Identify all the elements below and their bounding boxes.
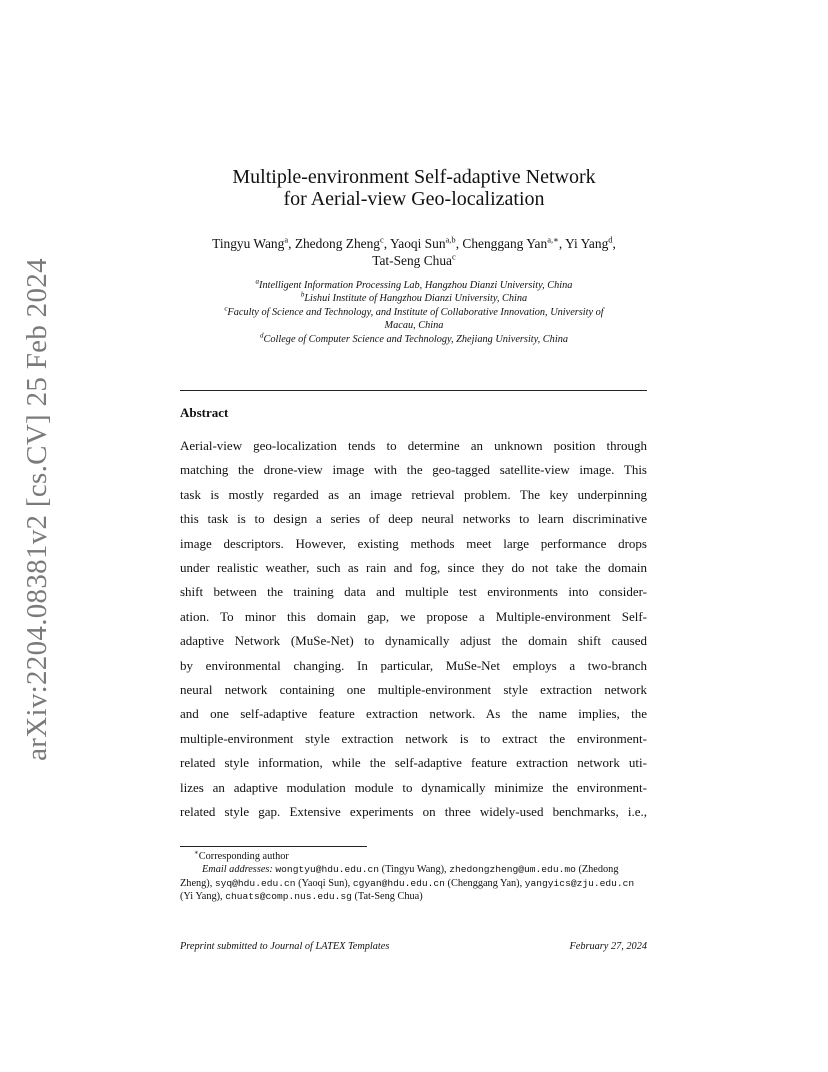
abstract-line: this task is to design a series of deep neural networks to learn discriminative — [180, 511, 647, 527]
author: Yi Yang$^d$, — [565, 234, 616, 251]
abstract-line: adaptive Network (MuSe-Net) to dynamically adjust the domain shift caused — [180, 633, 647, 649]
author: Tingyu Wang$^a$, — [212, 234, 295, 251]
affiliation: $^d$College of Computer Science and Technology, Zhejiang University, China — [260, 331, 568, 345]
affiliation-list — [180, 279, 648, 346]
abstract-line: by environmental changing. In particular, MuSe-Net employs a two-branch — [180, 657, 647, 673]
affiliation: $^c$Faculty of Science and Technology, and Institute of Collaborative Innovation, University of — [224, 304, 604, 318]
footnote-divider — [180, 846, 367, 847]
arxiv-identifier: arXiv:2204.08381v2 [cs.CV] 25 Feb 2024 — [20, 257, 53, 761]
author: Yaoqi Sun$^{a,b}$, — [389, 234, 463, 251]
abstract-line: and one self-adaptive feature extraction network. As the name implies, the — [180, 706, 647, 722]
email-link[interactable]: cgyan@hdu.edu.cn — [352, 877, 445, 889]
affiliation: $^b$Lishui Institute of Hangzhou Dianzi University, China — [300, 290, 528, 305]
abstract-line: neural network containing one multiple-environment style extraction network — [180, 682, 647, 698]
affiliation: $^a$Intelligent Information Processing Lab, Hangzhou Dianzi University, China — [255, 277, 573, 291]
abstract-body — [180, 434, 647, 825]
footnote — [180, 850, 647, 903]
email-list: Email addresses: wongtyu@hdu.edu.cn (Tingyu Wang), zhedongzheng@um.edu.mo (Zhedong Zheng), syq@hdu.edu.cn (Yaoqi Sun), cgyan@hdu.edu.cn (Chenggang Yan), yangyics@zju.edu.cn (Yi Yang), chuats@comp.nus.edu.sg (Tat-Seng Chua) — [180, 864, 635, 902]
title-line-1: Multiple-environment Self-adaptive Network — [232, 166, 596, 188]
author-list — [180, 235, 648, 269]
author: Chenggang Yan$^{a,∗}$, — [462, 234, 566, 251]
author: Tat-Seng Chua$^c$ — [372, 251, 456, 268]
author: Zhedong Zheng$^c$, — [294, 234, 390, 251]
title-line-2: for Aerial-view Geo-localization — [283, 188, 545, 210]
paper-title — [180, 166, 648, 210]
email-link[interactable]: chuats@comp.nus.edu.sg — [225, 890, 352, 902]
abstract-heading: Abstract — [180, 405, 229, 420]
email-link[interactable]: syq@hdu.edu.cn — [214, 877, 296, 889]
abstract-line: lizes an adaptive modulation module to dynamically minimize the environment- — [180, 779, 647, 795]
email-link[interactable]: yangyics@zju.edu.cn — [524, 877, 635, 889]
corresponding-note: ∗Corresponding author — [194, 848, 289, 862]
abstract-line: shift between the training data and multiple test environments into consider- — [180, 584, 647, 600]
preprint-note: Preprint submitted to Journal of LATEX Templates — [180, 941, 390, 952]
abstract-line: related style gap. Extensive experiments on three widely-used benchmarks, i.e., — [180, 804, 647, 820]
abstract-line: matching the drone-view image with the geo-tagged satellite-view image. This — [180, 462, 647, 478]
affiliation: Macau, China — [384, 320, 444, 332]
abstract-line: under realistic weather, such as rain and fog, since they do not take the domain — [180, 560, 647, 576]
email-link[interactable]: wongtyu@hdu.edu.cn — [275, 864, 380, 876]
abstract-line: image descriptors. However, existing methods meet large performance drops — [180, 535, 647, 551]
email-link[interactable]: zhedongzheng@um.edu.mo — [449, 864, 576, 876]
preprint-date: February 27, 2024 — [569, 941, 647, 952]
header-divider — [180, 390, 647, 391]
abstract-line: Aerial-view geo-localization tends to determine an unknown position through — [180, 438, 647, 453]
abstract-line: related style information, while the self-adaptive feature extraction network uti- — [180, 755, 647, 771]
abstract-line: ation. To minor this domain gap, we propose a Multiple-environment Self- — [180, 608, 647, 624]
abstract-line: task is mostly regarded as an image retrieval problem. The key underpinning — [180, 486, 647, 502]
arxiv-side-stamp — [11, 257, 63, 761]
abstract-line: multiple-environment style extraction network is to extract the environment- — [180, 730, 647, 746]
